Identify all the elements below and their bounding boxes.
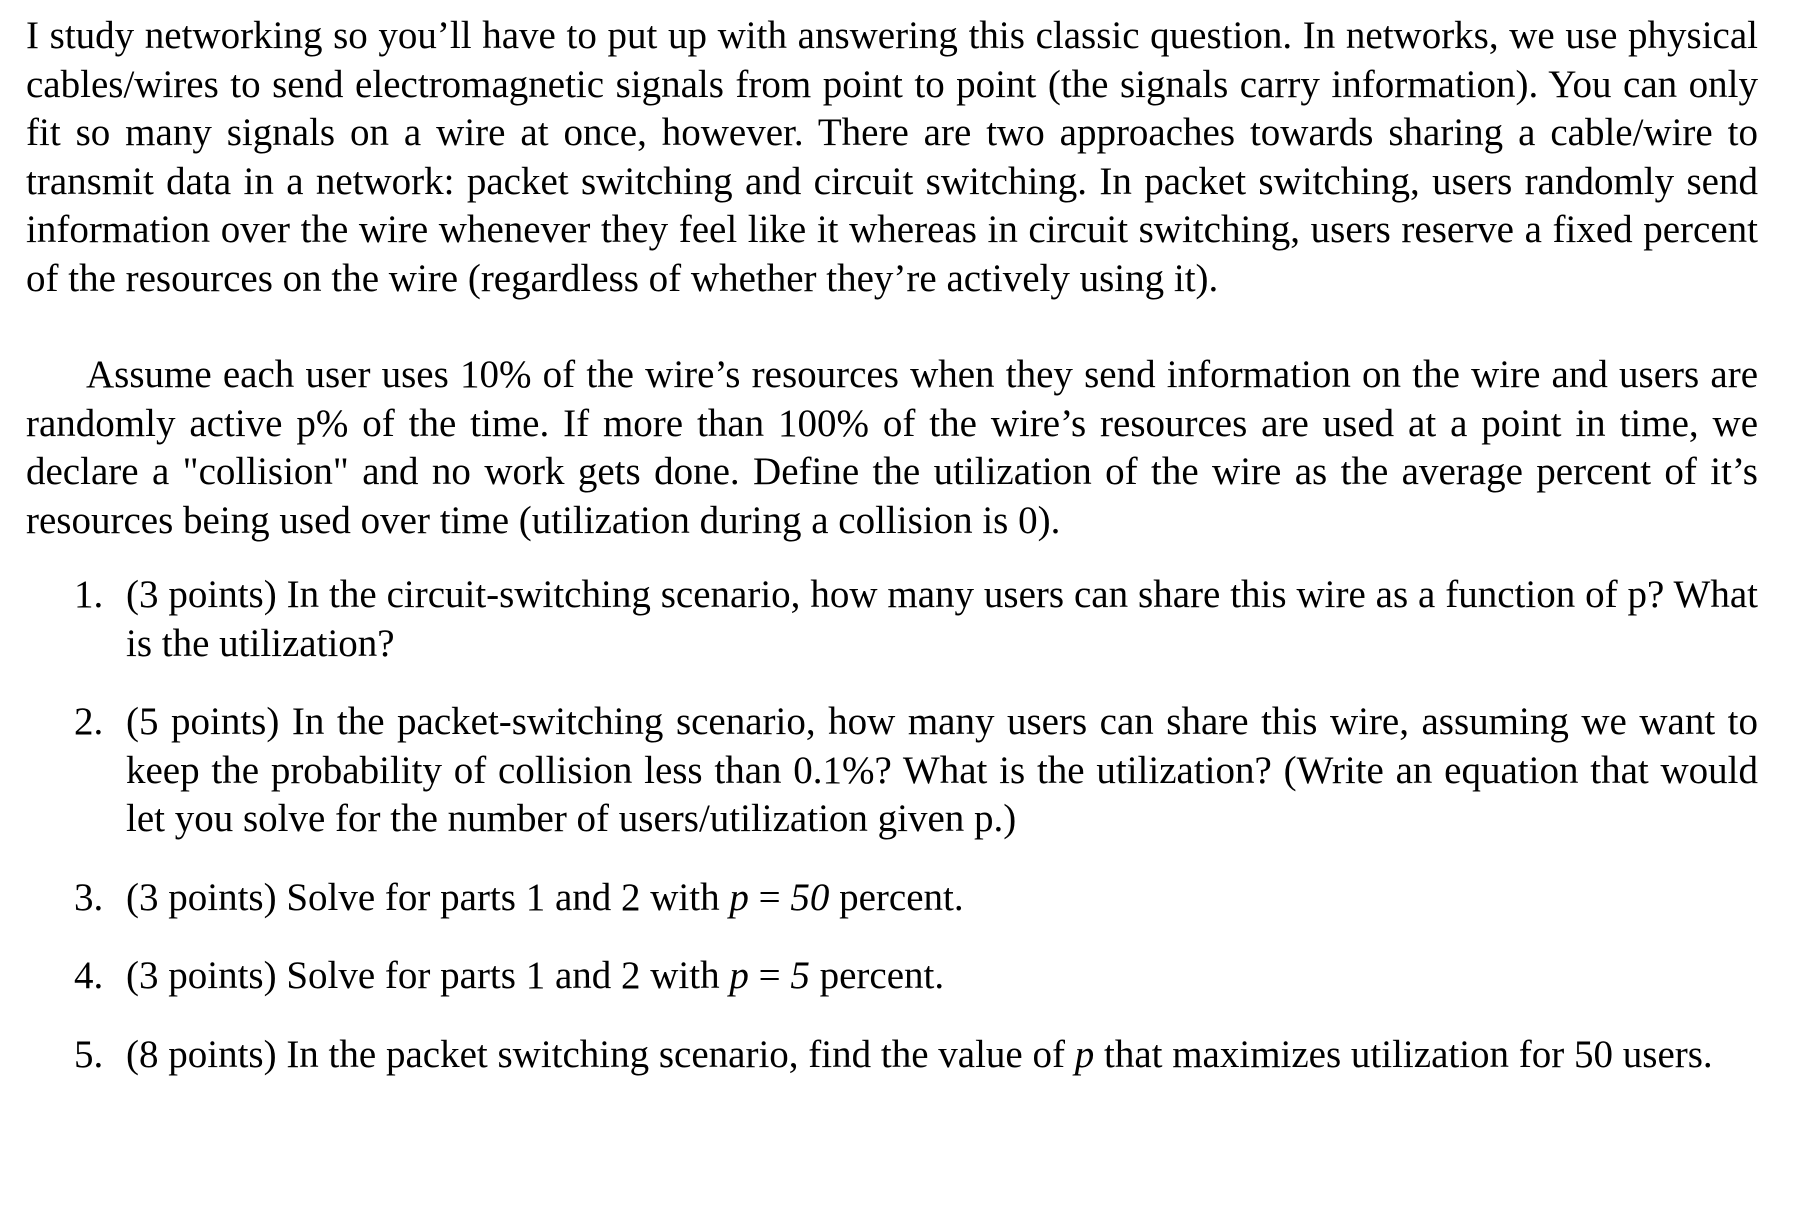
question-item-3 <box>26 874 1758 923</box>
question-text-prefix: (3 points) Solve for parts 1 and 2 with <box>126 954 730 997</box>
question-number: 1. <box>74 573 104 616</box>
question-item-2 <box>26 698 1758 844</box>
question-number: 4. <box>74 954 104 997</box>
math-equals: = <box>748 875 791 919</box>
question-text-suffix: percent. <box>809 954 945 997</box>
question-text: (5 points) In the packet-switching scenario, how many users can share this wire, assuming we want to keep the probability of collision less than 0.1%? What is the utilization? (Write an equation that would let you solve for the number of users/utilization given p.) <box>126 700 1758 840</box>
question-text: (3 points) In the circuit-switching scenario, how many users can share this wire as a function of p? What is the utilization? <box>126 573 1758 665</box>
math-value: 5 <box>790 954 810 997</box>
question-number: 2. <box>74 700 104 743</box>
math-value: 50 <box>790 875 830 919</box>
question-item-1 <box>26 571 1758 668</box>
question-item-4 <box>26 952 1758 1001</box>
problem-document <box>26 12 1758 1109</box>
question-text-prefix: (3 points) Solve for parts 1 and 2 with <box>126 875 730 919</box>
setup-paragraph: Assume each user uses 10% of the wire’s resources when they send information on the wire and users are randomly active p% of the time. If more than 100% of the wire’s resources are used at a point in time, we declare a "collision" and no work gets done. Define the utilization of the wire as the average percent of it’s resources being used over time (utilization during a collision is 0). <box>26 353 1758 542</box>
question-text-suffix: that maximizes utilization for 50 users. <box>1094 1032 1713 1076</box>
question-text-suffix: percent. <box>829 875 964 919</box>
question-number: 3. <box>74 875 104 919</box>
question-item-5 <box>26 1031 1758 1080</box>
math-variable-p: p <box>729 954 749 997</box>
question-list <box>26 571 1758 1079</box>
math-equals: = <box>748 954 791 997</box>
math-variable-p: p <box>729 875 749 919</box>
question-text-prefix: (8 points) In the packet switching scenario, find the value of <box>126 1032 1075 1076</box>
math-variable-p: p <box>1074 1032 1095 1076</box>
question-number: 5. <box>74 1032 104 1076</box>
intro-paragraph: I study networking so you’ll have to put up with answering this classic question. In networks, we use physical cables/wires to send electromagnetic signals from point to point (the signals carry information). You can only fit so many signals on a wire at once, however. There are two approaches towards sharing a cable/wire to transmit data in a network: packet switching and circuit switching. In packet switching, users randomly send information over the wire whenever they feel like it whereas in circuit switching, users reserve a fixed percent of the resources on the wire (regardless of whether they’re actively using it). <box>26 14 1758 300</box>
